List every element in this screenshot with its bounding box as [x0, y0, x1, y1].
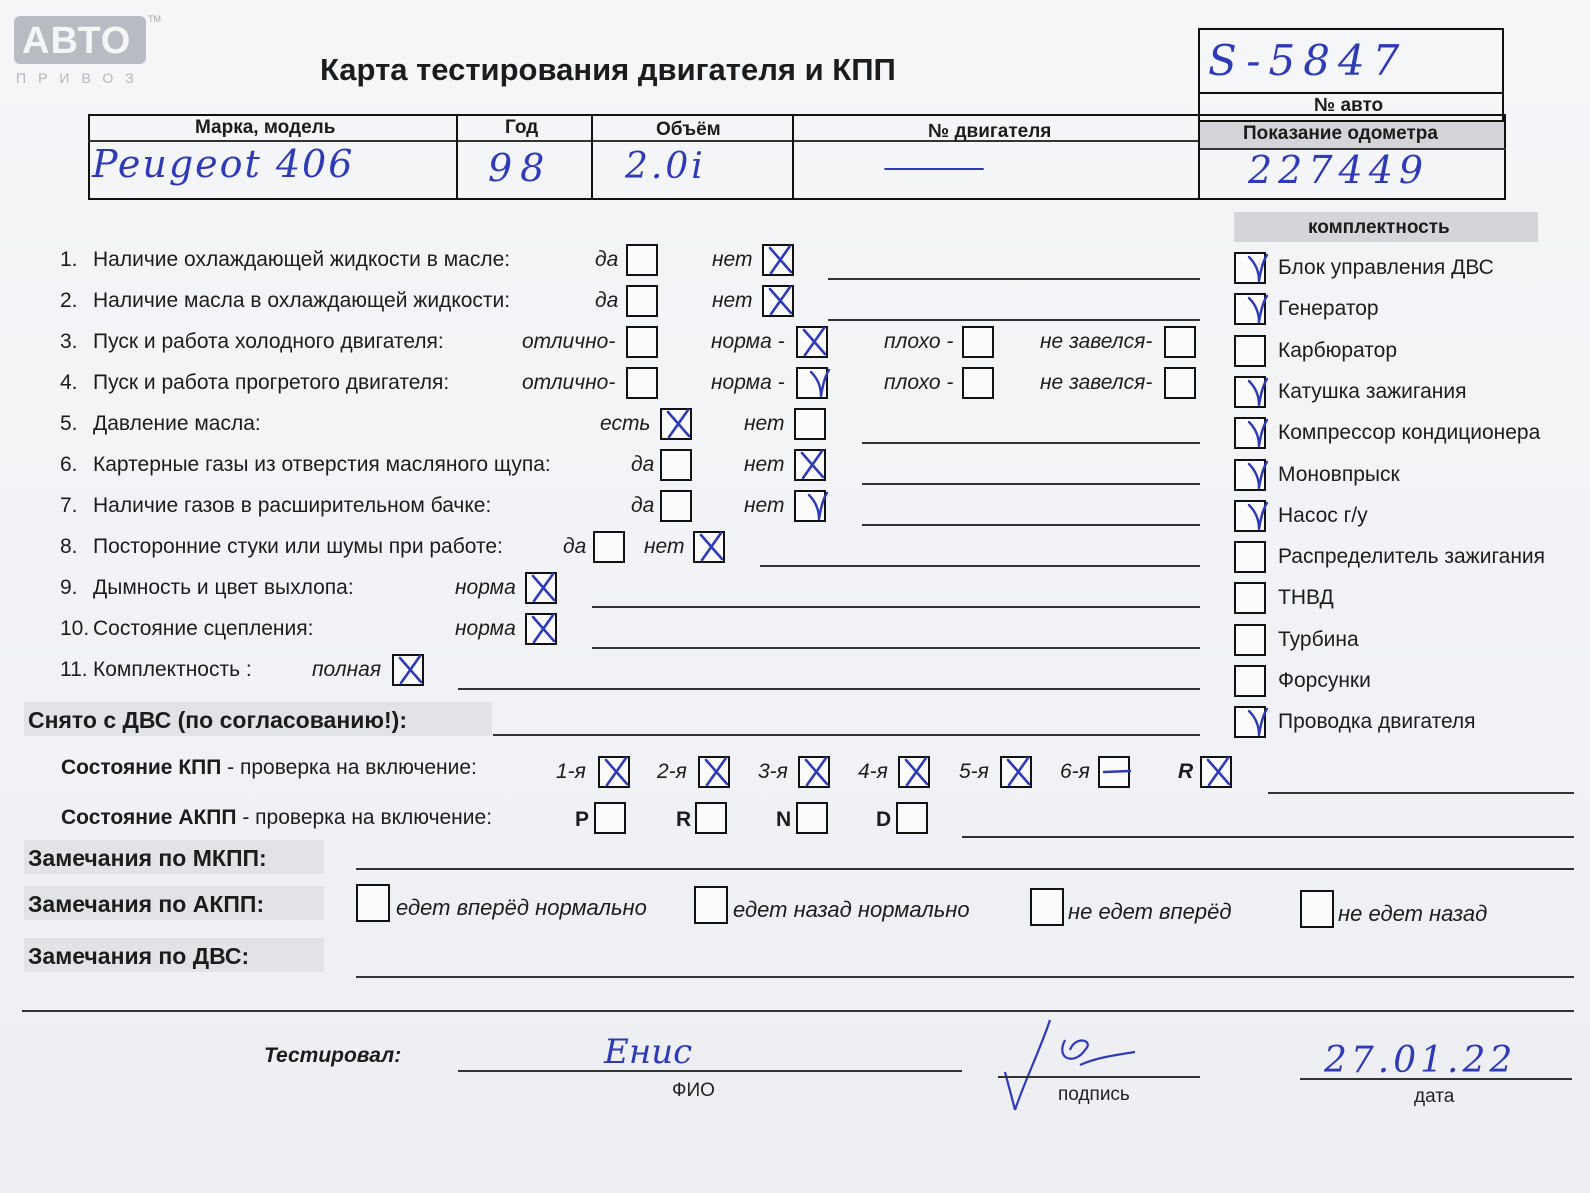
akpp-remark-option-1-checkbox[interactable] — [356, 884, 390, 922]
check-6-number: 6. — [60, 453, 78, 476]
brand-label: Марка, модель — [195, 117, 336, 138]
car-number-value: S-5847 — [1208, 36, 1408, 85]
engine-label: № двигателя — [928, 121, 1052, 142]
check-mark-icon — [395, 653, 425, 687]
check-8-label: Посторонние стуки или шумы при работе: — [93, 535, 503, 558]
completeness-item-11-checkbox[interactable] — [1234, 665, 1266, 697]
check-6-option-2-checkbox[interactable] — [794, 449, 826, 481]
completeness-item-8-label: Распределитель зажигания — [1278, 545, 1546, 569]
check-mark-icon — [765, 284, 795, 318]
kpp-gear-3-label: 3-я — [758, 760, 788, 783]
check-10-label: Состояние сцепления: — [93, 617, 314, 640]
kpp-gear-2-checkbox[interactable] — [698, 756, 730, 788]
akpp-mode-1-checkbox[interactable] — [594, 802, 626, 834]
check-mark-icon — [528, 571, 558, 605]
name-line — [458, 1070, 962, 1072]
signature-line — [998, 1076, 1200, 1078]
check-4-number: 4. — [60, 371, 78, 394]
tick-mark-icon — [1237, 416, 1267, 450]
kpp-gear-1-checkbox[interactable] — [598, 756, 630, 788]
akpp-mode-2-label: R — [676, 808, 692, 831]
check-8-notes-line — [760, 565, 1200, 567]
remarks-mkpp-line — [356, 868, 1574, 870]
completeness-item-5-checkbox[interactable] — [1234, 417, 1266, 449]
tick-mark-icon — [799, 366, 829, 400]
check-3-option-2-checkbox[interactable] — [796, 326, 828, 358]
tick-mark-icon — [1237, 375, 1267, 409]
completeness-item-3-label: Карбюратор — [1278, 338, 1398, 362]
date-line — [1300, 1078, 1572, 1080]
check-1-option-1-checkbox[interactable] — [626, 244, 658, 276]
completeness-item-11-label: Форсунки — [1278, 669, 1371, 692]
tick-mark-icon — [1237, 458, 1267, 492]
completeness-item-1-checkbox[interactable] — [1234, 252, 1266, 284]
check-mark-icon — [1203, 755, 1233, 789]
check-9-option-1-label: норма — [455, 576, 516, 599]
col-divider-4 — [1198, 114, 1200, 200]
check-11-label: Комплектность : — [93, 658, 252, 681]
tick-mark-icon — [797, 489, 827, 523]
completeness-item-5-label: Компрессор кондиционера — [1278, 421, 1541, 445]
check-6-notes-line — [862, 483, 1200, 485]
check-6-option-1-checkbox[interactable] — [660, 449, 692, 481]
akpp-remark-option-2-checkbox[interactable] — [694, 886, 728, 924]
kpp-gear-2-label: 2-я — [657, 760, 687, 783]
check-6-label: Картерные газы из отверстия масляного щупа: — [93, 453, 551, 476]
check-1-label: Наличие охлаждающей жидкости в масле: — [93, 248, 511, 271]
check-1-option-2-label: нет — [712, 248, 753, 271]
check-5-option-1-checkbox[interactable] — [660, 408, 692, 440]
check-8-number: 8. — [60, 535, 78, 558]
kpp-gear-4-label: 4-я — [858, 760, 888, 783]
odometer-value: 227449 — [1248, 148, 1430, 192]
check-mark-icon — [801, 755, 831, 789]
remarks-extra-line — [22, 1010, 1574, 1012]
date-value: 27.01.22 — [1324, 1040, 1517, 1081]
akpp-mode-4-label: D — [876, 808, 892, 831]
removed-line — [493, 734, 1200, 736]
check-6-option-2-label: нет — [744, 453, 785, 476]
check-6-option-1-label: да — [631, 453, 655, 476]
akpp-mode-3-checkbox[interactable] — [796, 802, 828, 834]
completeness-item-10-checkbox[interactable] — [1234, 624, 1266, 656]
completeness-item-3-checkbox[interactable] — [1234, 335, 1266, 367]
year-label: Год — [505, 117, 539, 138]
check-mark-icon — [663, 407, 693, 441]
akpp-line — [962, 836, 1574, 838]
kpp-gear-6-checkbox[interactable] — [1098, 756, 1130, 788]
kpp-line — [1268, 792, 1574, 794]
check-10-notes-line — [592, 647, 1200, 649]
check-10-option-1-label: норма — [455, 617, 516, 640]
check-7-option-2-label: нет — [744, 494, 785, 517]
logo — [14, 16, 162, 86]
check-3-option-3-label: плохо - — [884, 330, 954, 353]
check-7-option-1-label: да — [631, 494, 655, 517]
check-4-option-4-label: не завелся- — [1040, 371, 1153, 394]
check-4-option-3-checkbox[interactable] — [962, 367, 994, 399]
akpp-label-rest: - проверка на включение: — [236, 806, 493, 829]
check-2-notes-line — [828, 319, 1200, 321]
kpp-label — [61, 756, 477, 780]
check-8-option-1-label: да — [563, 535, 587, 558]
check-11-option-1-checkbox[interactable] — [392, 654, 424, 686]
check-mark-icon — [528, 612, 558, 646]
check-3-option-4-checkbox[interactable] — [1164, 326, 1196, 358]
akpp-mode-2-checkbox[interactable] — [695, 802, 727, 834]
check-9-number: 9. — [60, 576, 78, 599]
check-3-option-1-checkbox[interactable] — [626, 326, 658, 358]
tick-mark-icon — [1237, 292, 1267, 326]
kpp-gear-7-checkbox[interactable] — [1200, 756, 1232, 788]
completeness-item-2-checkbox[interactable] — [1234, 293, 1266, 325]
check-mark-icon — [1003, 755, 1033, 789]
completeness-item-2-label: Генератор — [1278, 297, 1379, 321]
check-5-option-1-label: есть — [600, 412, 651, 435]
brand-value: Peugeot 406 — [92, 142, 355, 186]
check-10-number: 10. — [60, 617, 90, 640]
check-2-option-1-checkbox[interactable] — [626, 285, 658, 317]
akpp-remark-option-4-checkbox[interactable] — [1300, 890, 1334, 928]
check-10-option-1-checkbox[interactable] — [525, 613, 557, 645]
check-mark-icon — [765, 243, 795, 277]
page-title: Карта тестирования двигателя и КПП — [320, 52, 896, 87]
kpp-gear-1-label: 1-я — [556, 760, 586, 783]
kpp-label-rest: - проверка на включение: — [221, 756, 477, 779]
dash-mark-icon — [1101, 755, 1131, 789]
removed-label: Снято с ДВС (по согласованию!): — [28, 707, 407, 733]
check-3-number: 3. — [60, 330, 78, 353]
completeness-item-8-checkbox[interactable] — [1234, 541, 1266, 573]
remarks-mkpp-label: Замечания по МКПП: — [28, 845, 267, 871]
check-11-notes-line — [458, 688, 1200, 690]
engine-value: ———— — [883, 150, 979, 185]
name-caption: ФИО — [672, 1080, 715, 1101]
volume-label: Объём — [656, 119, 721, 140]
check-1-notes-line — [828, 278, 1200, 280]
check-9-label: Дымность и цвет выхлопа: — [93, 576, 354, 599]
akpp-remark-option-3-checkbox[interactable] — [1030, 888, 1064, 926]
check-4-label: Пуск и работа прогретого двигателя: — [93, 371, 450, 394]
check-9-option-1-checkbox[interactable] — [525, 572, 557, 604]
kpp-gear-7-label: R — [1178, 760, 1194, 783]
check-2-option-1-label: да — [595, 289, 619, 312]
check-mark-icon — [797, 448, 827, 482]
kpp-gear-4-checkbox[interactable] — [898, 756, 930, 788]
col-divider-2 — [591, 114, 593, 200]
tick-mark-icon — [1237, 251, 1267, 285]
kpp-label-bold: Состояние КПП — [61, 756, 222, 779]
check-3-option-4-label: не завелся- — [1040, 330, 1153, 353]
check-5-option-2-checkbox[interactable] — [794, 408, 826, 440]
check-11-option-1-label: полная — [312, 658, 382, 681]
akpp-remark-option-4-label: не едет назад — [1338, 901, 1488, 926]
remarks-dvs-label: Замечания по ДВС: — [28, 943, 250, 969]
completeness-title: комплектность — [1308, 217, 1450, 238]
check-mark-icon — [901, 755, 931, 789]
check-9-notes-line — [592, 606, 1200, 608]
check-3-option-2-label: норма - — [711, 330, 785, 353]
completeness-item-12-label: Проводка двигателя — [1278, 710, 1476, 734]
check-8-option-2-checkbox[interactable] — [693, 531, 725, 563]
completeness-item-6-label: Моновпрыск — [1278, 462, 1400, 486]
check-mark-icon — [696, 530, 726, 564]
check-7-label: Наличие газов в расширительном бачке: — [93, 494, 492, 517]
check-7-option-2-checkbox[interactable] — [794, 490, 826, 522]
completeness-item-6-checkbox[interactable] — [1234, 459, 1266, 491]
check-2-option-2-label: нет — [712, 289, 753, 312]
volume-value: 2.0i — [625, 146, 706, 187]
akpp-label-bold: Состояние АКПП — [61, 806, 237, 829]
check-7-option-1-checkbox[interactable] — [660, 490, 692, 522]
check-4-option-3-label: плохо - — [884, 371, 954, 394]
check-1-option-1-label: да — [595, 248, 619, 271]
check-4-option-4-checkbox[interactable] — [1164, 367, 1196, 399]
tick-mark-icon — [1237, 705, 1267, 739]
completeness-item-7-checkbox[interactable] — [1234, 500, 1266, 532]
tested-label: Тестировал: — [264, 1044, 402, 1067]
odometer-label: Показание одометра — [1243, 123, 1438, 144]
check-3-option-1-label: отлично- — [522, 330, 616, 353]
remarks-dvs-line — [356, 976, 1574, 978]
col-divider-3 — [792, 114, 794, 200]
check-mark-icon — [799, 325, 829, 359]
signature-caption: подпись — [1058, 1084, 1130, 1105]
check-1-option-2-checkbox[interactable] — [762, 244, 794, 276]
check-5-label: Давление масла: — [93, 412, 261, 435]
check-2-option-2-checkbox[interactable] — [762, 285, 794, 317]
tick-mark-icon — [1237, 499, 1267, 533]
col-divider-1 — [456, 114, 458, 200]
check-7-number: 7. — [60, 494, 78, 517]
check-mark-icon — [601, 755, 631, 789]
akpp-remark-option-1-label: едет вперёд нормально — [396, 895, 647, 920]
check-4-option-2-label: норма - — [711, 371, 785, 394]
akpp-remark-option-3-label: не едет вперёд — [1068, 899, 1232, 924]
check-mark-icon — [701, 755, 731, 789]
logo-text: АВТО — [22, 20, 132, 62]
check-1-number: 1. — [60, 248, 78, 271]
akpp-mode-1-label: P — [575, 808, 590, 831]
tester-name: Енис — [604, 1032, 693, 1072]
completeness-item-9-label: ТНВД — [1278, 586, 1334, 610]
completeness-item-7-label: Насос г/у — [1278, 503, 1368, 527]
akpp-remark-option-2-label: едет назад нормально — [733, 897, 970, 922]
check-5-number: 5. — [60, 412, 78, 435]
check-3-option-3-checkbox[interactable] — [962, 326, 994, 358]
check-5-option-2-label: нет — [744, 412, 785, 435]
check-8-option-2-label: нет — [644, 535, 685, 558]
kpp-gear-3-checkbox[interactable] — [798, 756, 830, 788]
check-7-notes-line — [862, 524, 1200, 526]
year-value: 98 — [488, 146, 553, 190]
logo-subtext: ПРИВОЗ — [16, 70, 146, 86]
check-2-label: Наличие масла в охлаждающей жидкости: — [93, 289, 511, 312]
akpp-mode-3-label: N — [776, 808, 792, 831]
check-4-option-1-checkbox[interactable] — [626, 367, 658, 399]
completeness-item-12-checkbox[interactable] — [1234, 706, 1266, 738]
check-5-notes-line — [862, 442, 1200, 444]
completeness-item-10-label: Турбина — [1278, 627, 1359, 651]
check-4-option-2-checkbox[interactable] — [796, 367, 828, 399]
completeness-item-1-label: Блок управления ДВС — [1278, 256, 1494, 279]
car-number-label: № авто — [1314, 95, 1384, 116]
kpp-gear-5-checkbox[interactable] — [1000, 756, 1032, 788]
akpp-label — [61, 806, 492, 830]
completeness-item-9-checkbox[interactable] — [1234, 582, 1266, 614]
remarks-akpp-label: Замечания по АКПП: — [28, 891, 265, 917]
check-4-option-1-label: отлично- — [522, 371, 616, 394]
check-8-option-1-checkbox[interactable] — [593, 531, 625, 563]
logo-trademark: TM — [148, 14, 161, 24]
check-3-label: Пуск и работа холодного двигателя: — [93, 330, 444, 353]
completeness-item-4-checkbox[interactable] — [1234, 376, 1266, 408]
akpp-mode-4-checkbox[interactable] — [896, 802, 928, 834]
completeness-item-4-label: Катушка зажигания — [1278, 379, 1467, 403]
check-11-number: 11. — [60, 658, 88, 681]
check-2-number: 2. — [60, 289, 78, 312]
kpp-gear-5-label: 5-я — [959, 760, 989, 783]
kpp-gear-6-label: 6-я — [1060, 760, 1090, 783]
date-caption: дата — [1414, 1086, 1455, 1107]
